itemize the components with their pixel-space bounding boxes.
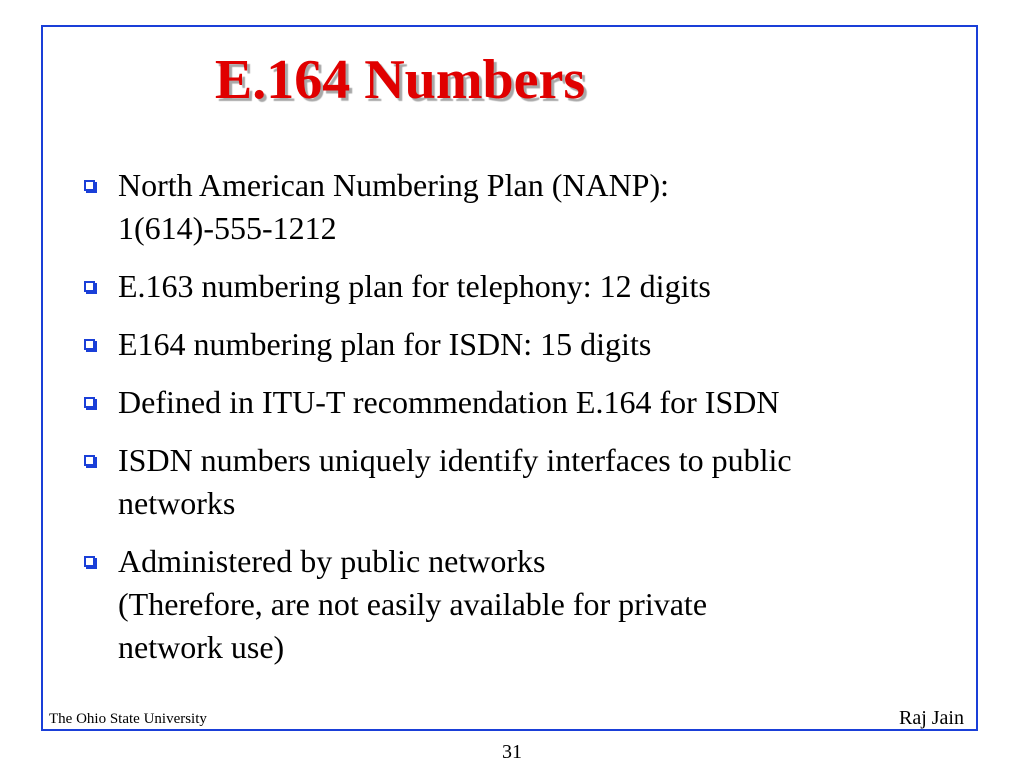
bullet-text: 1(614)-555-1212 [118, 210, 337, 246]
bullet-text: E164 numbering plan for ISDN: 15 digits [118, 326, 652, 362]
bullet-item [84, 164, 964, 250]
checkbox-bullet-icon [84, 281, 95, 292]
page-number: 31 [502, 741, 522, 763]
bullet-text: Defined in ITU-T recommendation E.164 for ISDN [118, 384, 780, 420]
footer-institution: The Ohio State University [49, 711, 207, 727]
checkbox-bullet-icon [84, 556, 95, 567]
bullet-item [84, 265, 964, 308]
bullet-list [84, 164, 964, 684]
bullet-text: Administered by public networks [118, 543, 546, 579]
checkbox-bullet-icon [84, 455, 95, 466]
bullet-text: (Therefore, are not easily available for private [118, 586, 708, 622]
bullet-item [84, 381, 964, 424]
bullet-text: networks [118, 485, 236, 521]
checkbox-bullet-icon [84, 397, 95, 408]
bullet-item [84, 323, 964, 366]
bullet-item [84, 540, 964, 669]
slide-title: E.164 Numbers [214, 49, 586, 111]
bullet-text: ISDN numbers uniquely identify interfaces to public [118, 442, 792, 478]
bullet-item [84, 439, 964, 525]
bullet-text: North American Numbering Plan (NANP): [118, 167, 670, 203]
checkbox-bullet-icon [84, 339, 95, 350]
bullet-text: network use) [118, 629, 285, 665]
footer-author: Raj Jain [899, 707, 964, 729]
bullet-text: E.163 numbering plan for telephony: 12 digits [118, 268, 711, 304]
checkbox-bullet-icon [84, 180, 95, 191]
